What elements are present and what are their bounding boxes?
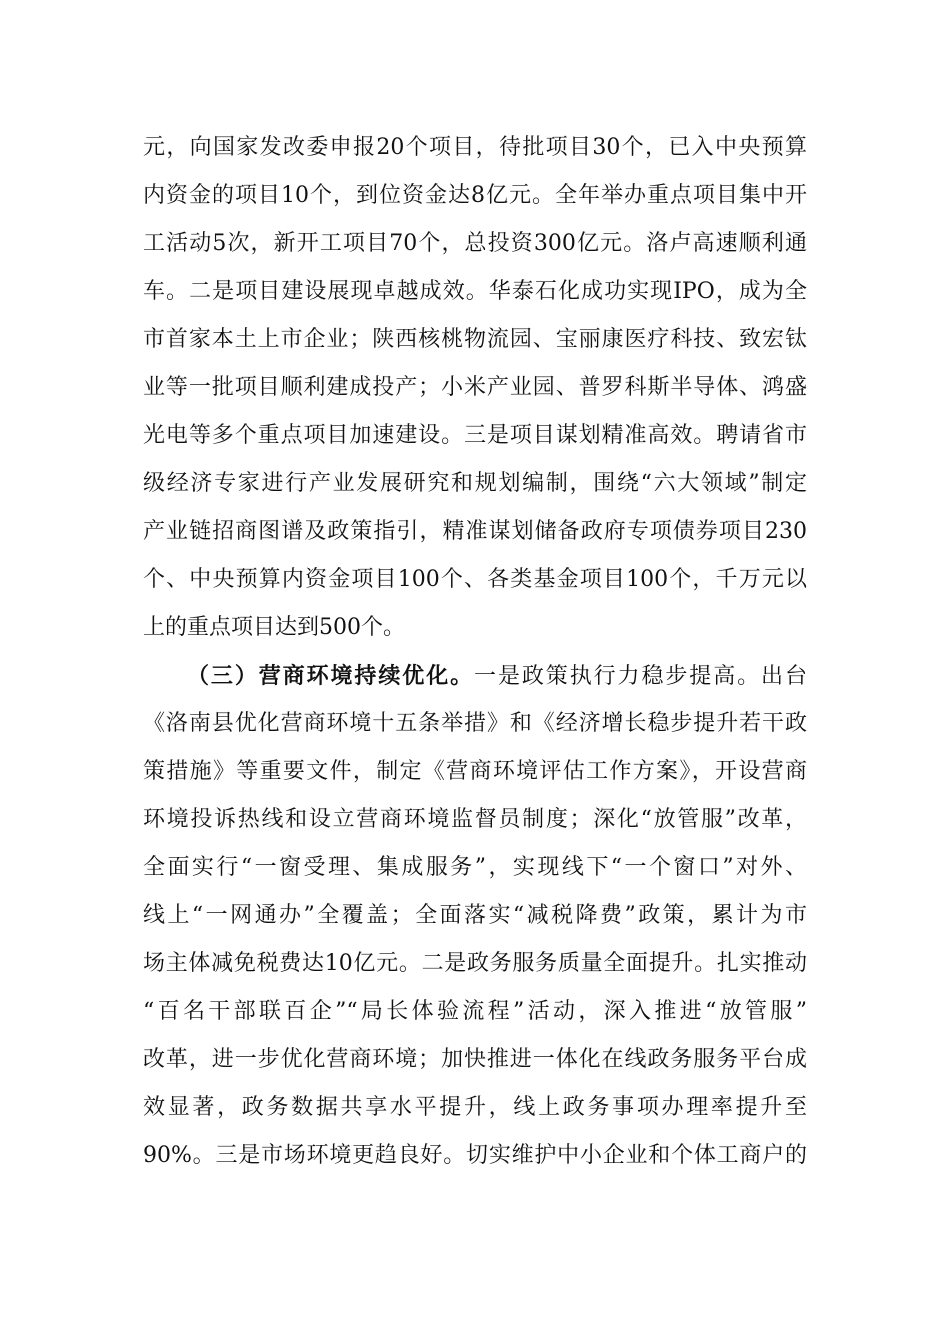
- text-line: 90%。三是市场环境更趋良好。切实维护中小企业和个体工商户的: [143, 1143, 807, 1168]
- section-heading-rest: 一是政策执行力稳步提高。出台: [474, 664, 807, 689]
- text-line: 市首家本土上市企业；陕西核桃物流园、宝丽康医疗科技、致宏钛: [143, 327, 807, 352]
- text-line: 内资金的项目10个，到位资金达8亿元。全年举办重点项目集中开: [143, 183, 807, 208]
- text-line: 车。二是项目建设展现卓越成效。华泰石化成功实现IPO，成为全: [143, 279, 807, 304]
- section-heading: （三）营商环境持续优化。: [187, 663, 475, 689]
- text-line: 环境投诉热线和设立营商环境监督员制度；深化“放管服”改革，: [143, 807, 807, 832]
- text-line: 改革，进一步优化营商环境；加快推进一体化在线政务服务平台成: [143, 1047, 807, 1072]
- text-line: 级经济专家进行产业发展研究和规划编制，围绕“六大领域”制定: [143, 471, 807, 496]
- text-line: 个、中央预算内资金项目100个、各类基金项目100个，千万元以: [143, 567, 807, 592]
- text-line: 业等一批项目顺利建成投产；小米产业园、普罗科斯半导体、鸿盛: [143, 375, 807, 400]
- text-line: 全面实行“一窗受理、集成服务”，实现线下“一个窗口”对外、: [143, 855, 807, 880]
- text-line: 元，向国家发改委申报20个项目，待批项目30个，已入中央预算: [143, 135, 807, 160]
- text-line: 产业链招商图谱及政策指引，精准谋划储备政府专项债券项目230: [143, 519, 807, 544]
- text-line: 光电等多个重点项目加速建设。三是项目谋划精准高效。聘请省市: [143, 423, 807, 448]
- text-line: 场主体减免税费达10亿元。二是政务服务质量全面提升。扎实推动: [143, 951, 807, 976]
- text-line: 线上“一网通办”全覆盖；全面落实“减税降费”政策，累计为市: [143, 903, 807, 928]
- text-line: 上的重点项目达到500个。: [143, 615, 405, 640]
- text-line: 《洛南县优化营商环境十五条举措》和《经济增长稳步提升若干政: [143, 711, 807, 736]
- text-line: 策措施》等重要文件，制定《营商环境评估工作方案》，开设营商: [143, 759, 807, 784]
- text-line: “百名干部联百企”“局长体验流程”活动，深入推进“放管服”: [143, 999, 807, 1024]
- section-heading-line: [187, 656, 807, 696]
- text-line: 工活动5次，新开工项目70个，总投资300亿元。洛卢高速顺利通: [143, 231, 807, 256]
- text-line: 效显著，政务数据共享水平提升，线上政务事项办理率提升至: [143, 1095, 807, 1120]
